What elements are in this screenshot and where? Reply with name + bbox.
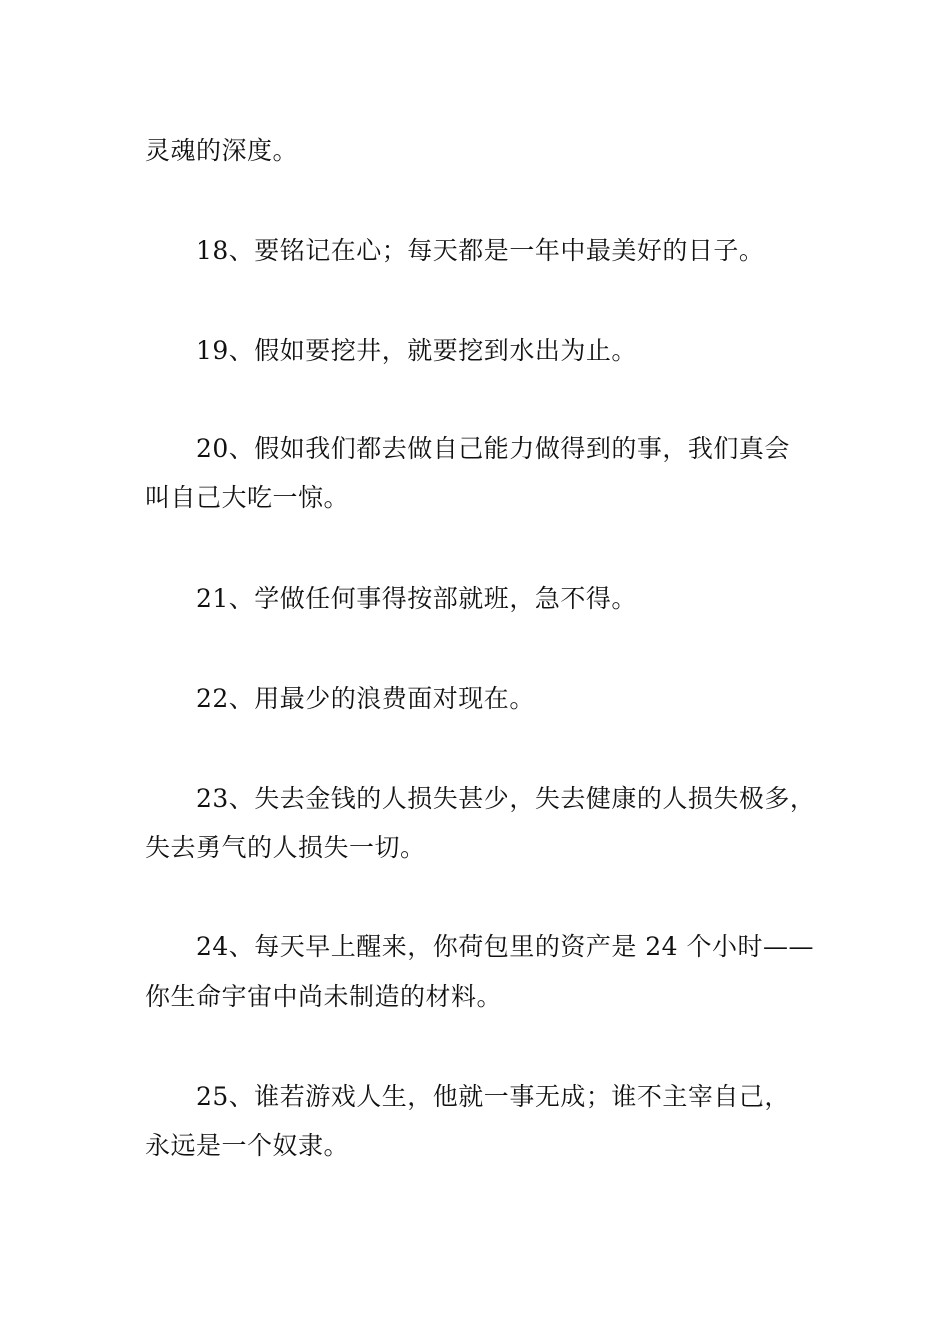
quote-24-line-1: 24、每天早上醒来，你荷包里的资产是 24 个小时—— [196, 932, 815, 961]
quote-23-line-2: 失去勇气的人损失一切。 [145, 833, 426, 862]
quote-21: 21、学做任何事得按部就班，急不得。 [196, 584, 637, 613]
quote-25-line-2: 永远是一个奴隶。 [145, 1131, 350, 1160]
quote-24-line-2: 你生命宇宙中尚未制造的材料。 [145, 982, 503, 1011]
quote-23-line-1: 23、失去金钱的人损失甚少，失去健康的人损失极多， [196, 784, 816, 813]
quote-22: 22、用最少的浪费面对现在。 [196, 684, 535, 713]
quote-19: 19、假如要挖井，就要挖到水出为止。 [196, 336, 637, 365]
text-line-continuation: 灵魂的深度。 [145, 136, 299, 165]
quote-25-line-1: 25、谁若游戏人生，他就一事无成；谁不主宰自己， [196, 1082, 790, 1111]
quote-20-line-2: 叫自己大吃一惊。 [145, 483, 350, 512]
quote-20-line-1: 20、假如我们都去做自己能力做得到的事，我们真会 [196, 434, 790, 463]
quote-18: 18、要铭记在心；每天都是一年中最美好的日子。 [196, 236, 765, 265]
